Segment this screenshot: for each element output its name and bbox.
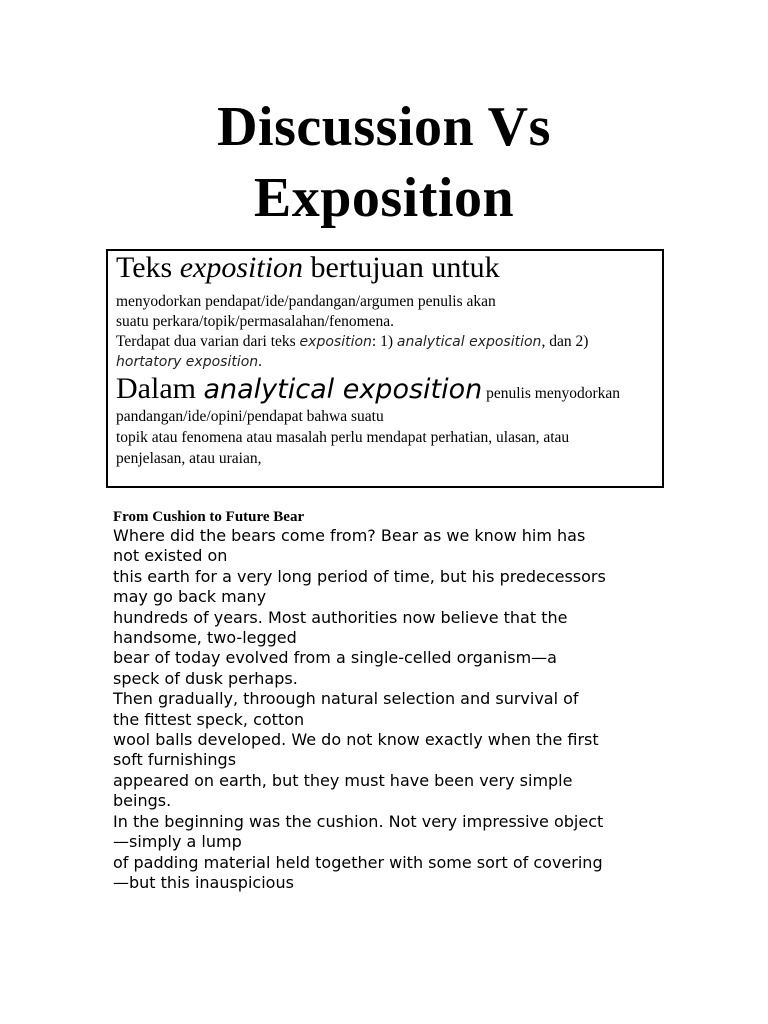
story-line: beings. bbox=[113, 791, 172, 811]
story-line: soft furnishings bbox=[113, 750, 237, 770]
story-line: wool balls developed. We do not know exactly when the first bbox=[113, 730, 599, 750]
box-line-3-c: : 1) bbox=[371, 333, 397, 350]
story-line: this earth for a very long period of time, but his predecessors bbox=[113, 566, 606, 586]
box-line-3-e: , dan 2) bbox=[541, 333, 589, 350]
box-heading-italic: exposition bbox=[179, 251, 304, 284]
story-line: —simply a lump bbox=[113, 832, 242, 852]
title-line-2: Exposition bbox=[253, 167, 515, 229]
box-line-2: suatu perkara/topik/permasalahan/fenomena. bbox=[116, 313, 395, 330]
box-dalam-a: Dalam bbox=[116, 372, 204, 405]
box-heading-text-2: bertujuan untuk bbox=[303, 251, 500, 284]
story-line: —but this inauspicious bbox=[113, 872, 294, 892]
title-line-1: Discussion Vs bbox=[217, 96, 551, 158]
box-line-4-b: . bbox=[258, 353, 263, 370]
box-dalam-line bbox=[116, 372, 620, 406]
story-line: of padding material held together with some sort of covering bbox=[113, 852, 603, 872]
box-heading-text: Teks bbox=[116, 251, 180, 284]
page-title bbox=[0, 92, 768, 234]
box-line-1: menyodorkan pendapat/ide/pandangan/argumen penulis akan bbox=[116, 293, 496, 310]
story-line: In the beginning was the cushion. Not very impressive object bbox=[113, 811, 604, 831]
box-line-3-d: analytical exposition bbox=[396, 334, 542, 350]
story-line: appeared on earth, but they must have been very simple bbox=[113, 770, 573, 790]
exposition-definition-box bbox=[106, 249, 664, 488]
story-line: speck of dusk perhaps. bbox=[113, 668, 298, 688]
story-line: handsome, two-legged bbox=[113, 628, 297, 648]
box-line-4-a: hortatory exposition bbox=[116, 354, 259, 370]
story-line: the fittest speck, cotton bbox=[113, 709, 305, 729]
box-line-6: topik atau fenomena atau masalah perlu mendapat perhatian, ulasan, atau bbox=[116, 429, 570, 446]
box-line-3 bbox=[116, 333, 588, 351]
box-dalam-b: analytical exposition bbox=[203, 374, 483, 405]
box-line-3-a: Terdapat dua varian dari teks bbox=[116, 333, 300, 350]
box-dalam-c: penulis menyodorkan bbox=[482, 385, 621, 402]
box-line-7: penjelasan, atau uraian, bbox=[116, 450, 262, 467]
story-body bbox=[113, 526, 673, 893]
story-line: may go back many bbox=[113, 587, 267, 607]
story-line: Where did the bears come from? Bear as we know him has bbox=[113, 526, 586, 545]
story-line: hundreds of years. Most authorities now believe that the bbox=[113, 607, 568, 627]
story-line: Then gradually, throough natural selection and survival of bbox=[113, 689, 579, 709]
box-line-4 bbox=[116, 353, 262, 371]
story-line: bear of today evolved from a single-celled organism—a bbox=[113, 648, 557, 668]
box-heading bbox=[116, 251, 500, 285]
story-line: not existed on bbox=[113, 546, 228, 566]
box-line-3-b: exposition bbox=[299, 334, 372, 350]
box-line-5: pandangan/ide/opini/pendapat bahwa suatu bbox=[116, 408, 384, 425]
story-title: From Cushion to Future Bear bbox=[113, 509, 305, 525]
